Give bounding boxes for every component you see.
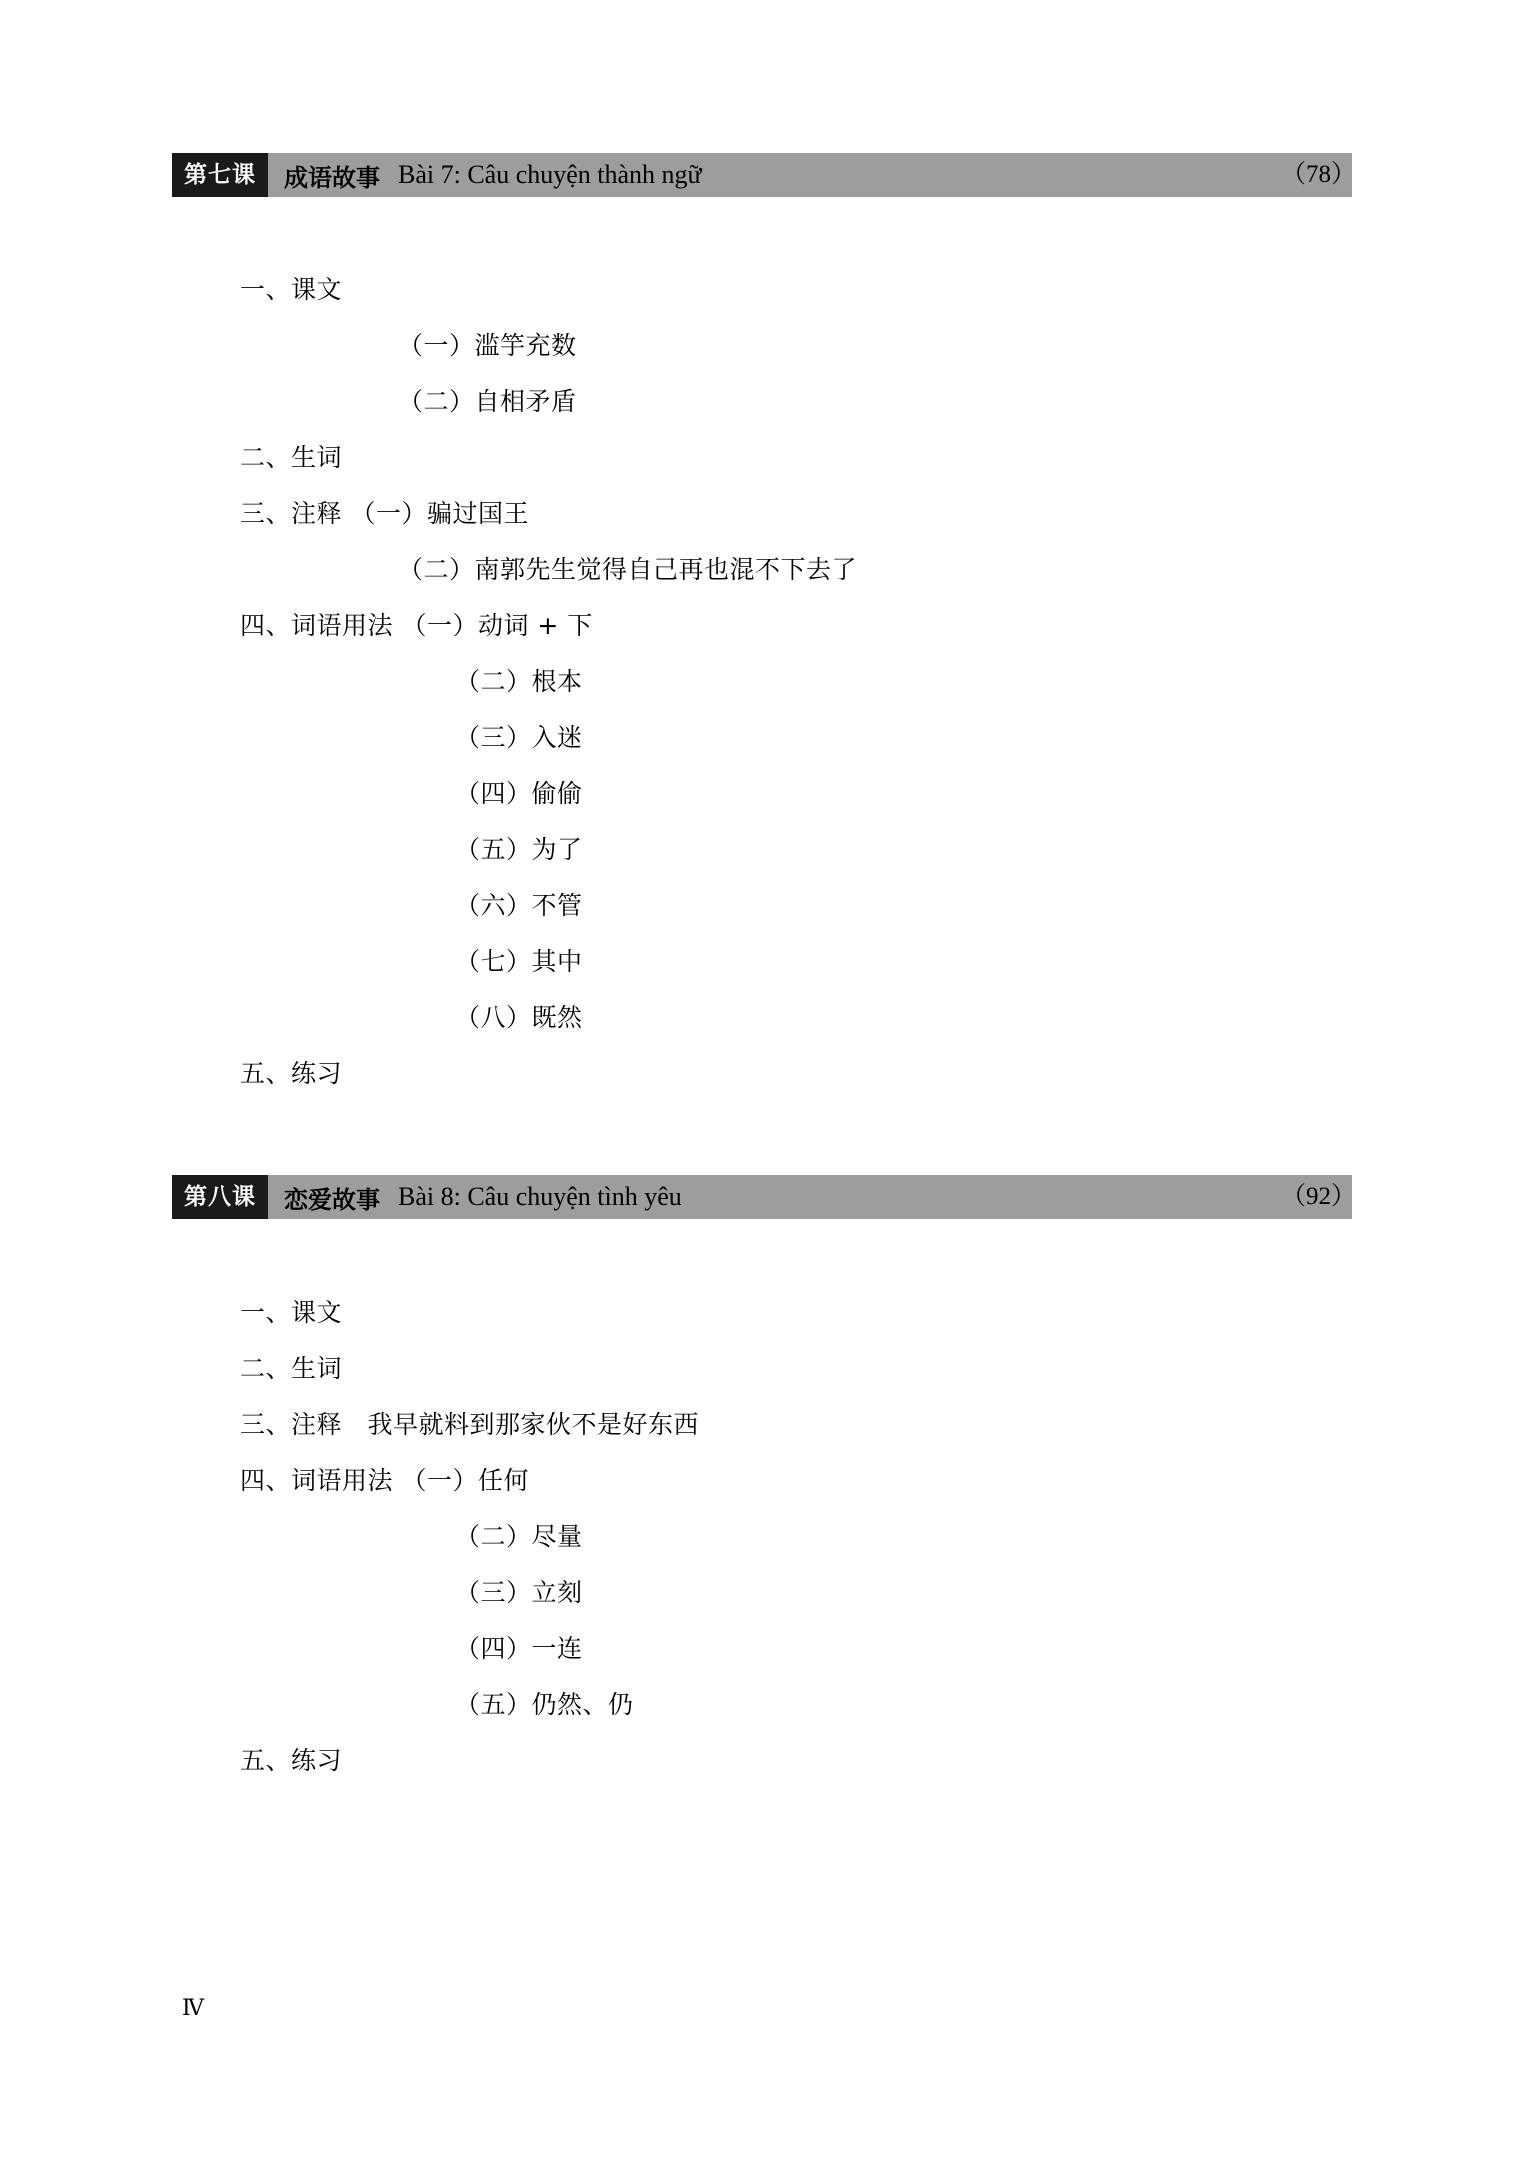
toc-entry[interactable]: （二）根本 bbox=[455, 667, 583, 696]
toc-entry[interactable]: （五）为了 bbox=[455, 835, 583, 864]
toc-entry[interactable]: （六）不管 bbox=[455, 891, 583, 920]
toc-entry[interactable]: 二、生词 bbox=[240, 443, 343, 472]
lesson-header-8 bbox=[172, 1175, 1356, 1219]
lesson-title-vi-7: Bài 7: Câu chuyện thành ngữ bbox=[398, 160, 702, 189]
toc-entry[interactable]: （二）尽量 bbox=[455, 1522, 583, 1551]
lesson-page-number-7: （78） bbox=[1280, 161, 1356, 188]
lesson-page-number-8: （92） bbox=[1280, 1183, 1356, 1210]
toc-entry[interactable]: （四）偷偷 bbox=[455, 779, 583, 808]
toc-entry[interactable]: 五、练习 bbox=[240, 1746, 343, 1775]
toc-entry[interactable]: 四、词语用法 （一）动词 + 下 bbox=[240, 611, 593, 640]
lesson-title-vi-8: Bài 8: Câu chuyện tình yêu bbox=[398, 1182, 682, 1211]
lesson-header-7 bbox=[172, 153, 1356, 197]
toc-entry[interactable]: （五）仍然、仍 bbox=[455, 1690, 634, 1719]
toc-entry[interactable]: 五、练习 bbox=[240, 1059, 343, 1088]
toc-entry[interactable]: 三、注释 （一）骗过国王 bbox=[240, 499, 529, 528]
toc-entry[interactable]: 四、词语用法 （一）任何 bbox=[240, 1466, 529, 1495]
toc-entry[interactable]: （二）自相矛盾 bbox=[398, 387, 577, 416]
toc-entry[interactable]: （一）滥竽充数 bbox=[398, 331, 577, 360]
toc-entry[interactable]: 一、课文 bbox=[240, 1298, 343, 1327]
page-folio: Ⅳ bbox=[182, 1995, 204, 2020]
lesson-tag-7: 第七课 bbox=[172, 153, 268, 197]
lesson-title-band-8 bbox=[268, 1175, 1352, 1219]
toc-entry[interactable]: （四）一连 bbox=[455, 1634, 583, 1663]
toc-entry[interactable]: 三、注释 我早就料到那家伙不是好东西 bbox=[240, 1410, 700, 1439]
lesson-title-cn-8: 恋爱故事 bbox=[284, 1185, 380, 1214]
lesson-title-band-7 bbox=[268, 153, 1352, 197]
toc-entry[interactable]: （二）南郭先生觉得自己再也混不下去了 bbox=[398, 555, 858, 584]
lesson-title-cn-7: 成语故事 bbox=[284, 163, 380, 192]
toc-entry[interactable]: （三）立刻 bbox=[455, 1578, 583, 1607]
toc-entry[interactable]: （八）既然 bbox=[455, 1003, 583, 1032]
toc-entry[interactable]: 一、课文 bbox=[240, 275, 343, 304]
toc-entry[interactable]: 二、生词 bbox=[240, 1354, 343, 1383]
lesson-tag-8: 第八课 bbox=[172, 1175, 268, 1219]
toc-entry[interactable]: （七）其中 bbox=[455, 947, 583, 976]
toc-entry[interactable]: （三）入迷 bbox=[455, 723, 583, 752]
